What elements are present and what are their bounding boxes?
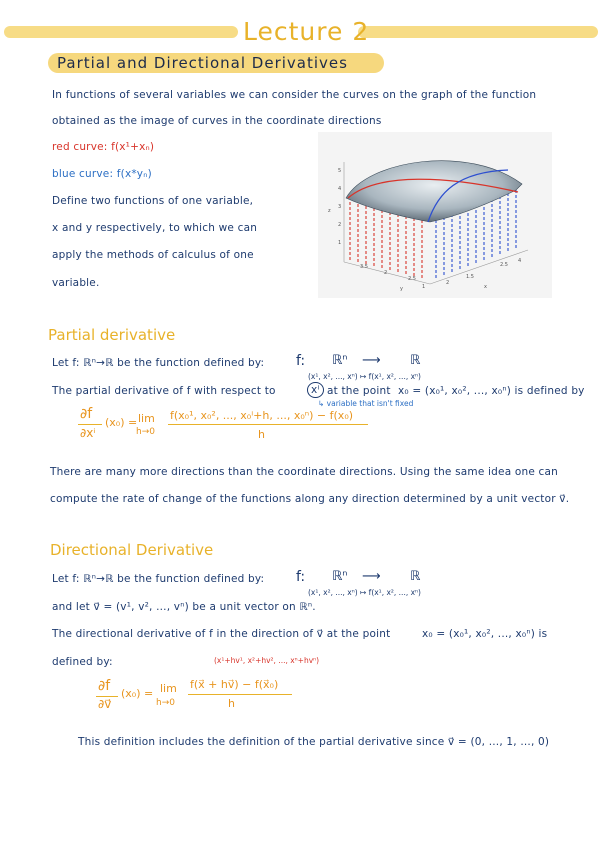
partial-closing-1: There are many more directions than the coordinate directions. Using the same idea one can <box>50 466 559 478</box>
plot-ytick-2: 4 <box>338 186 342 192</box>
define-line-4: variable. <box>52 277 100 289</box>
partial-map-f: f: <box>296 353 306 369</box>
directional-map-codomain: ℝ <box>410 569 421 584</box>
directional-map-arrow: ⟶ <box>362 569 381 584</box>
partial-lhs-point: (x₀) = <box>105 416 138 429</box>
blue-curve-line <box>52 168 152 180</box>
directional-lhs-point: (x₀) = <box>121 687 154 700</box>
partial-lhs-num: ∂f <box>80 406 93 422</box>
plot-ytick-3: 3 <box>338 204 342 210</box>
partial-respect-var: xⁱ <box>307 382 324 398</box>
partial-fracline <box>168 424 368 425</box>
blue-curve-label: blue curve: <box>52 168 114 180</box>
plot-ylabel: y <box>400 286 403 292</box>
section-title: Partial and Directional Derivatives <box>57 54 348 72</box>
directional-point: x₀ = (x₀¹, x₀², ..., x₀ⁿ) is <box>422 628 548 640</box>
blue-curve-formula: f(x*yₙ) <box>116 168 152 180</box>
plot-ytick-1: 5 <box>338 168 342 174</box>
plot-ytick-4: 2 <box>338 222 342 228</box>
partial-respect-point: x₀ = (x₀¹, x₀², ..., x₀ⁿ) is defined by <box>398 385 585 397</box>
directional-lhs-den: ∂v⃗ <box>98 697 112 711</box>
directional-defined-by: defined by: <box>52 656 113 668</box>
partial-let-line: Let f: ℝⁿ→ℝ be the function defined by: <box>52 357 265 369</box>
plot-ytick-5: 1 <box>338 240 342 246</box>
directional-line-a: The directional derivative of f in the direction of v⃗ at the point <box>52 628 391 640</box>
partial-lim: lim <box>138 412 155 425</box>
partial-lhs-fracline <box>78 424 102 425</box>
page-title: Lecture 2 <box>243 17 370 46</box>
red-curve-label: red curve: <box>52 141 108 153</box>
directional-map-domain: ℝⁿ <box>332 569 348 584</box>
directional-lhs-num: ∂f <box>98 678 111 694</box>
plot-zlabel: z <box>328 208 331 214</box>
plot-xtick-2: 2 <box>384 270 388 276</box>
directional-numerator: f(x⃗ + hv⃗) − f(x⃗₀) <box>190 678 279 691</box>
plot-xlabel: x <box>484 284 487 290</box>
plot-xtick-4: 1 <box>422 284 426 290</box>
define-line-1: Define two functions of one variable, <box>52 195 254 207</box>
partial-map-arrow: ⟶ <box>362 353 381 368</box>
plot-rtick-3: 4 <box>518 258 522 264</box>
partial-respect-line-a: The partial derivative of f with respect to <box>52 385 276 397</box>
partial-closing-2: compute the rate of change of the functions along any direction determined by a unit vector v⃗. <box>50 493 570 505</box>
header-bar-left <box>4 26 238 38</box>
directional-denominator: h <box>228 697 235 710</box>
partial-respect-line-b: at the point <box>327 385 391 397</box>
partial-lhs-den: ∂xⁱ <box>80 426 96 440</box>
header-bar-right <box>358 26 598 38</box>
partial-heading: Partial derivative <box>48 326 176 344</box>
directional-and-let: and let v⃗ = (v¹, v², ..., vⁿ) be a unit vector on ℝⁿ. <box>52 601 316 613</box>
directional-lim-sub: h→0 <box>156 698 175 708</box>
directional-above-note: (x¹+hv¹, x²+hv², ..., xⁿ+hvⁿ) <box>214 656 320 665</box>
partial-lim-sub: h→0 <box>136 427 155 437</box>
plot-xtick-3: 2.5 <box>408 276 416 282</box>
intro-line-1: In functions of several variables we can consider the curves on the graph of the function <box>52 89 537 101</box>
define-line-2: x and y respectively, to which we can <box>52 222 258 234</box>
red-curve-formula: f(x¹+xₙ) <box>111 141 155 153</box>
surface-plot <box>318 132 552 298</box>
partial-numerator: f(x₀¹, x₀², ..., x₀ⁱ+h, ..., x₀ⁿ) − f(x₀) <box>170 409 354 422</box>
directional-heading: Directional Derivative <box>50 541 214 559</box>
partial-denominator: h <box>258 428 265 441</box>
plot-rtick-2: 1.5 <box>466 274 474 280</box>
plot-rtick-1: 2 <box>446 280 450 286</box>
directional-map-elements: (x¹, x², ..., xⁿ) ↦ f(x¹, x², ..., xⁿ) <box>308 588 421 597</box>
partial-map-codomain: ℝ <box>410 353 421 368</box>
intro-line-2: obtained as the image of curves in the coordinate directions <box>52 115 382 127</box>
define-line-3: apply the methods of calculus of one <box>52 249 254 261</box>
partial-map-domain: ℝⁿ <box>332 353 348 368</box>
directional-let-line: Let f: ℝⁿ→ℝ be the function defined by: <box>52 573 265 585</box>
partial-variable-note: ↳ variable that isn't fixed <box>318 399 414 408</box>
plot-rtick-4: 2.5 <box>500 262 508 268</box>
plot-xtick-1: 3.5 <box>360 264 368 270</box>
directional-closing: This definition includes the definition of the partial derivative since v⃗ = (0, ..., 1, ..., 0) <box>78 736 550 748</box>
partial-map-elements: (x¹, x², ..., xⁿ) ↦ f(x¹, x², ..., xⁿ) <box>308 372 421 381</box>
directional-lim: lim <box>160 682 177 695</box>
directional-map-f: f: <box>296 569 306 585</box>
red-curve-line <box>52 141 154 153</box>
directional-fracline <box>188 694 292 695</box>
